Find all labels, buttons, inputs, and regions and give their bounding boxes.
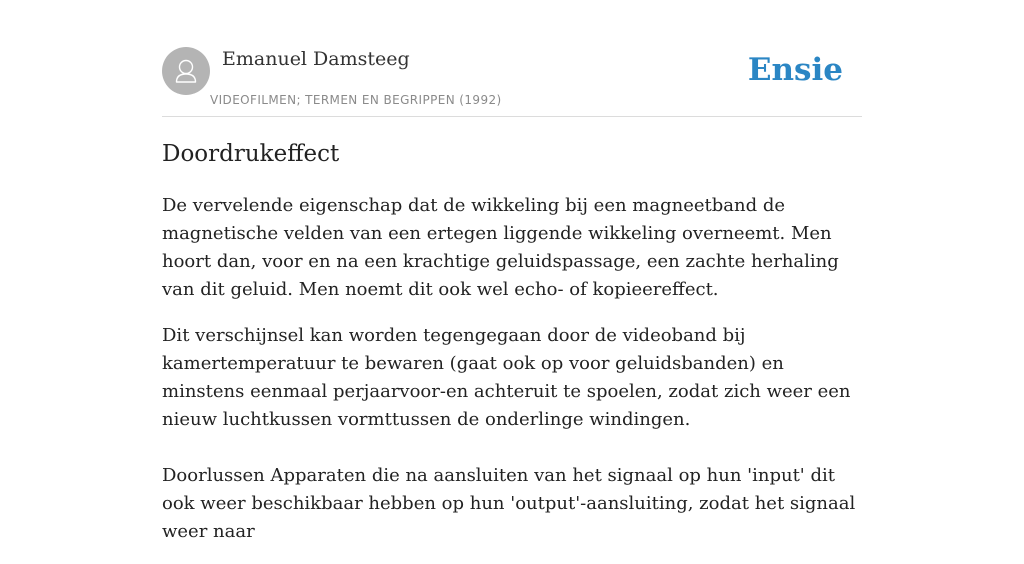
article-header [162, 47, 862, 117]
ensie-logo[interactable]: Ensie [747, 52, 843, 88]
source-label[interactable]: VIDEOFILMEN; TERMEN EN BEGRIPPEN (1992) [210, 93, 502, 107]
article-paragraph: Dit verschijnsel kan worden tegengegaan door de videoband bij kamertemperatuur te bewaren (gaat ook op voor geluidsbanden) en minstens eenmaal perjaarvoor-en achteruit te spoelen, zodat zich weer een nieuw luchtkussen vormttussen de onderlinge windingen. [162, 325, 851, 430]
article-paragraph: Doorlussen Apparaten die na aansluiten van het signaal op hun 'input' dit ook weer beschikbaar hebben op hun 'output'-aansluiting, zodat het signaal weer naar [162, 465, 856, 542]
user-icon [162, 47, 210, 95]
article-body [162, 192, 882, 564]
avatar[interactable] [162, 47, 210, 95]
article-title: Doordrukeffect [162, 141, 340, 167]
author-name[interactable]: Emanuel Damsteeg [222, 48, 410, 70]
article-paragraph: De vervelende eigenschap dat de wikkeling bij een magneetband de magnetische velden van een ertegen liggende wikkeling overneemt. Men hoort dan, voor en na een krachtige geluidspassage, een zachte herhaling van dit geluid. Men noemt dit ook wel echo- of kopieereffect. [162, 195, 839, 300]
